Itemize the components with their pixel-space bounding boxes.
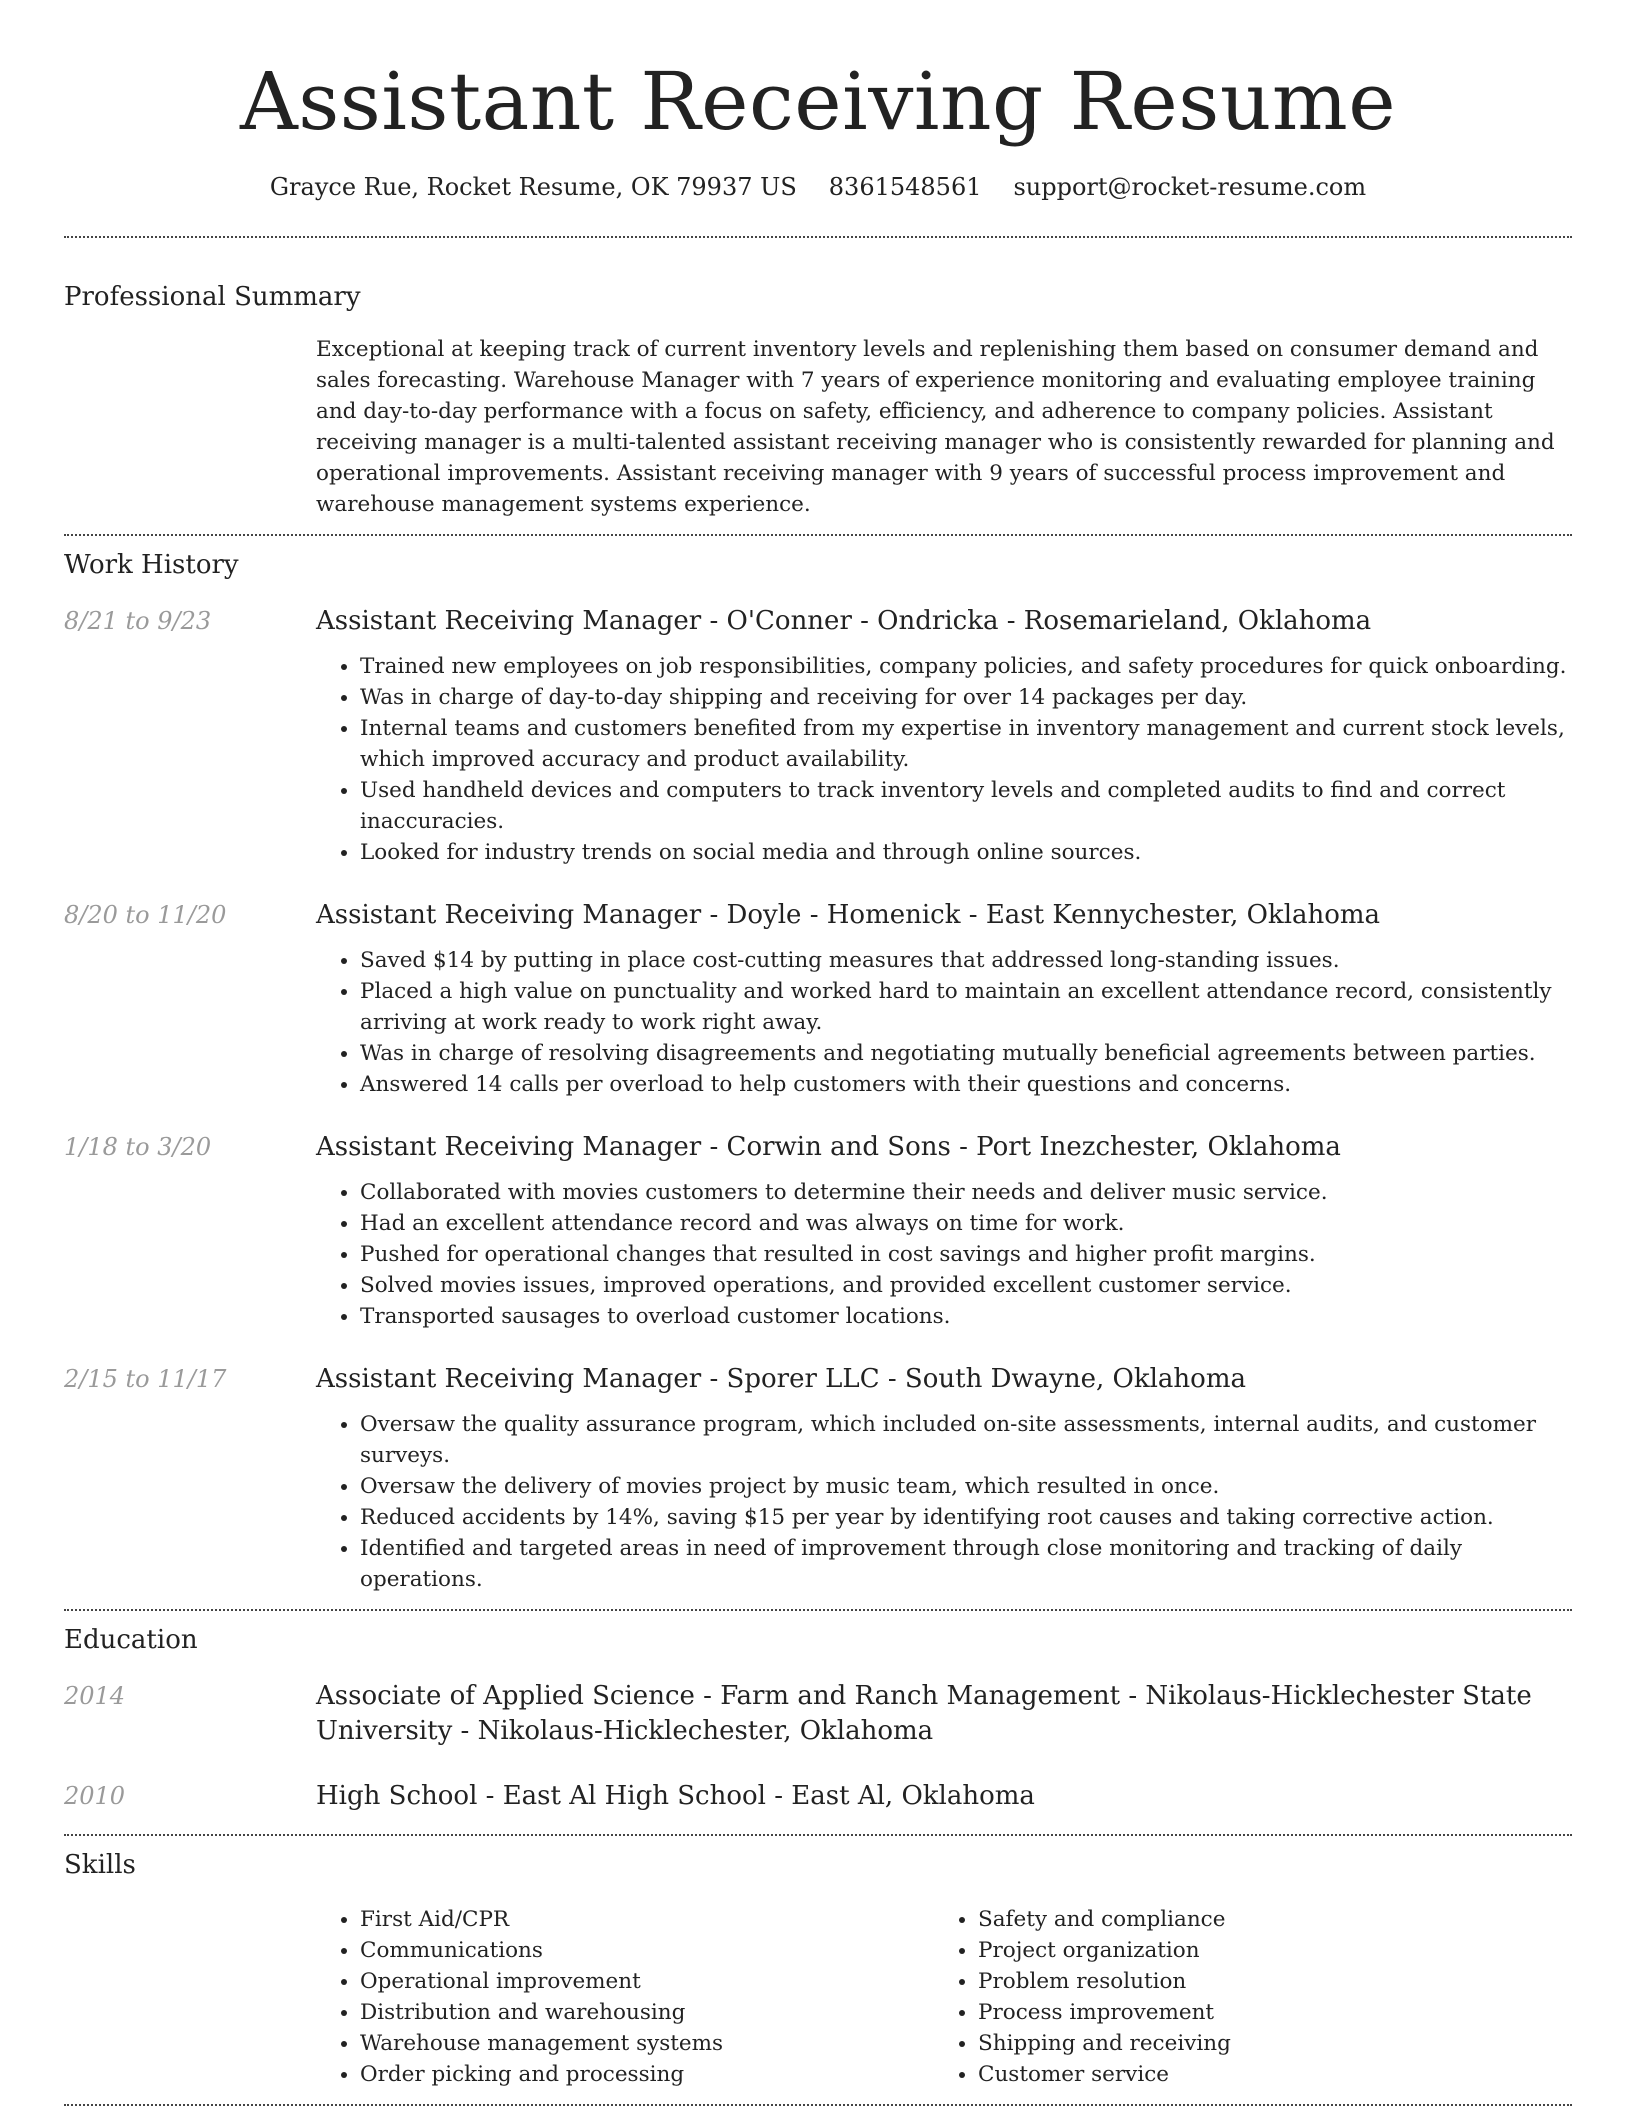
- education-entry: [64, 1679, 1572, 1749]
- job-bullet: • Was in charge of resolving disagreements and negotiating mutually beneficial agreements between parties.: [360, 1038, 1572, 1069]
- job-dates: 1/18 to 3/20: [64, 1133, 212, 1161]
- skills-column-right: [934, 1904, 1552, 2090]
- job-bullet: • Pushed for operational changes that resulted in cost savings and higher profit margins.: [360, 1239, 1572, 1270]
- job-bullet: • Transported sausages to overload customer locations.: [360, 1301, 1572, 1332]
- contact-address: Grayce Rue, Rocket Resume, OK 79937 US: [269, 173, 797, 201]
- divider: [64, 2104, 1572, 2106]
- skills-heading: Skills: [64, 1850, 136, 1880]
- job-bullet: • Was in charge of day-to-day shipping and receiving for over 14 packages per day.: [360, 682, 1572, 713]
- summary-section: [64, 280, 1572, 520]
- job-bullet: • Trained new employees on job responsibilities, company policies, and safety procedures for quick onboarding.: [360, 651, 1572, 682]
- job-entry: [64, 1130, 1572, 1332]
- job-bullet: • Had an excellent attendance record and was always on time for work.: [360, 1208, 1572, 1239]
- work-history-section: [64, 548, 1572, 1595]
- summary-heading: Professional Summary: [64, 282, 361, 312]
- job-bullet: • Looked for industry trends on social media and through online sources.: [360, 837, 1572, 868]
- summary-text: Exceptional at keeping track of current inventory levels and replenishing them based on consumer demand and sales forecasting. Warehouse Manager with 7 years of experience monitoring and evaluating employee training and day-to-day performance with a focus on safety, efficiency, and adherence to company policies. Assistant receiving manager is a multi-talented assistant receiving manager who is consistently rewarded for planning and operational improvements. Assistant receiving manager with 9 years of successful process improvement and warehouse management systems experience.: [316, 337, 1555, 517]
- resume-page: [64, 0, 1572, 2106]
- job-dates: 2/15 to 11/17: [64, 1365, 227, 1393]
- contact-line: [64, 170, 1572, 204]
- skill-item: • Communications: [360, 1935, 934, 1966]
- job-bullets: [316, 1409, 1572, 1595]
- divider: [64, 236, 1572, 238]
- divider: [64, 534, 1572, 536]
- job-bullet: • Placed a high value on punctuality and worked hard to maintain an excellent attendance record, consistently arriving at work ready to work right away.: [360, 976, 1572, 1038]
- work-history-heading: Work History: [64, 550, 239, 580]
- job-bullet: • Saved $14 by putting in place cost-cutting measures that addressed long-standing issues.: [360, 945, 1572, 976]
- job-dates: 8/20 to 11/20: [64, 901, 227, 929]
- contact-phone: 8361548561: [828, 173, 982, 201]
- skill-item: • Operational improvement: [360, 1966, 934, 1997]
- job-bullet: • Solved movies issues, improved operations, and provided excellent customer service.: [360, 1270, 1572, 1301]
- job-entry: [64, 898, 1572, 1100]
- skill-item: • Problem resolution: [978, 1966, 1552, 1997]
- skill-item: • Customer service: [978, 2059, 1552, 2090]
- job-title: Assistant Receiving Manager - Corwin and Sons - Port Inezchester, Oklahoma: [316, 1132, 1341, 1162]
- job-bullets: [316, 651, 1572, 868]
- skill-item: • Project organization: [978, 1935, 1552, 1966]
- skills-list: [316, 1904, 1572, 2090]
- education-year: 2010: [64, 1782, 126, 1810]
- contact-email: support@rocket-resume.com: [1013, 173, 1367, 201]
- job-bullets: [316, 945, 1572, 1100]
- divider: [64, 1834, 1572, 1836]
- skill-item: • First Aid/CPR: [360, 1904, 934, 1935]
- job-bullet: • Oversaw the quality assurance program, which included on-site assessments, internal audits, and customer surveys.: [360, 1409, 1572, 1471]
- education-entry: [64, 1779, 1572, 1814]
- job-dates: 8/21 to 9/23: [64, 607, 212, 635]
- skill-item: • Process improvement: [978, 1997, 1552, 2028]
- job-title: Assistant Receiving Manager - Sporer LLC - South Dwayne, Oklahoma: [316, 1364, 1246, 1394]
- job-bullet: • Oversaw the delivery of movies project by music team, which resulted in once.: [360, 1471, 1572, 1502]
- skill-item: • Warehouse management systems: [360, 2028, 934, 2059]
- job-bullets: [316, 1177, 1572, 1332]
- education-heading: Education: [64, 1625, 198, 1655]
- job-bullet: • Identified and targeted areas in need of improvement through close monitoring and tracking of daily operations.: [360, 1533, 1572, 1595]
- document-title: Assistant Receiving Resume: [239, 55, 1397, 148]
- skills-section: [64, 1848, 1572, 2090]
- skill-item: • Distribution and warehousing: [360, 1997, 934, 2028]
- skill-item: • Shipping and receiving: [978, 2028, 1552, 2059]
- divider: [64, 1609, 1572, 1611]
- education-year: 2014: [64, 1682, 126, 1710]
- education-text: High School - East Al High School - East Al, Oklahoma: [316, 1781, 1035, 1811]
- job-bullet: • Collaborated with movies customers to determine their needs and deliver music service.: [360, 1177, 1572, 1208]
- job-entry: [64, 1362, 1572, 1595]
- job-title: Assistant Receiving Manager - O'Conner - Ondricka - Rosemarieland, Oklahoma: [316, 606, 1372, 636]
- job-bullet: • Reduced accidents by 14%, saving $15 per year by identifying root causes and taking corrective action.: [360, 1502, 1572, 1533]
- job-bullet: • Answered 14 calls per overload to help customers with their questions and concerns.: [360, 1069, 1572, 1100]
- skill-item: • Safety and compliance: [978, 1904, 1552, 1935]
- job-bullet: • Internal teams and customers benefited from my expertise in inventory management and current stock levels, which improved accuracy and product availability.: [360, 713, 1572, 775]
- education-text: Associate of Applied Science - Farm and Ranch Management - Nikolaus-Hicklechester State University - Nikolaus-Hicklechester, Oklahoma: [316, 1681, 1532, 1746]
- skills-column-left: [316, 1904, 934, 2090]
- education-section: [64, 1623, 1572, 1814]
- job-entry: [64, 604, 1572, 868]
- skill-item: • Order picking and processing: [360, 2059, 934, 2090]
- job-bullet: • Used handheld devices and computers to track inventory levels and completed audits to find and correct inaccuracies.: [360, 775, 1572, 837]
- job-title: Assistant Receiving Manager - Doyle - Homenick - East Kennychester, Oklahoma: [316, 900, 1381, 930]
